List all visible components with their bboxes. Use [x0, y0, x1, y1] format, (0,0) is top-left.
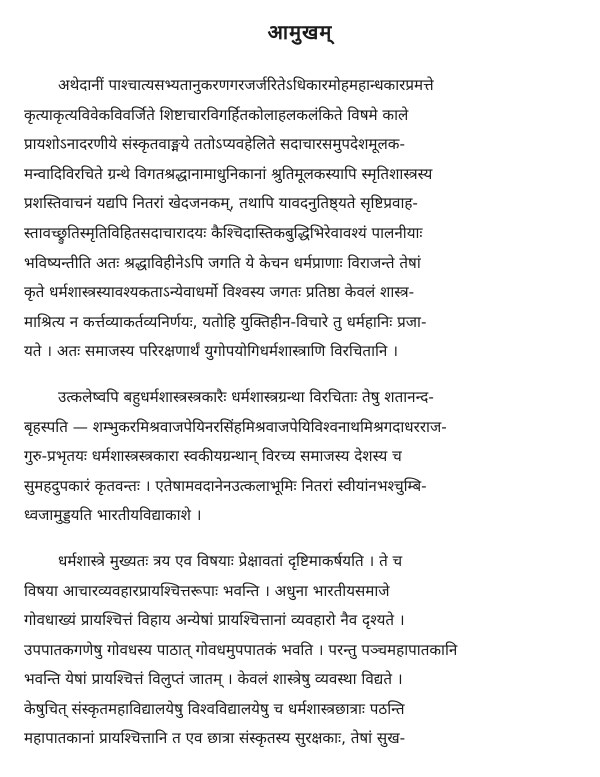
text-line: ध्वजामुड्डयति भारतीयविद्याकाशे । — [24, 506, 202, 525]
text-line: अथेदानीं पाश्चात्यसभ्यतानुकरणगरजर्जरितेऽधिकारमोहमहान्धकारप्रमत्ते — [58, 76, 434, 94]
text-line: स्तावच्छ्रुतिस्मृतिविहितसदाचारादयः कैश्चिदास्तिकबुद्धिभिरेवावश्यं पालनीयाः — [24, 223, 423, 242]
paragraph-1 — [24, 71, 576, 367]
text-line: भविष्यन्तीति अतः श्रद्धाविहीनेऽपि जगति ये केचन धर्मप्राणाः विराजन्ते तेषां — [24, 253, 421, 272]
text-line: केषुचित् संस्कृतमहाविद्यालयेषु विश्वविद्यालयेषु च धर्मशास्त्रछात्राः पठन्ति — [24, 699, 405, 718]
paragraph-2 — [24, 383, 576, 531]
text-line: कृत्याकृत्यविवेकविवर्जिते शिष्टाचारविगर्हितकोलाहलकलंकिते विषमे काले — [24, 105, 409, 124]
text-line: गोवधाख्यं प्रायश्चित्तं विहाय अन्येषां प्रायश्चित्तानां व्यवहारो नैव दृश्यते । — [24, 611, 405, 630]
text-line: प्रायशोऽनादरणीये संस्कृतवाङ्मये ततोऽप्यवहेलिते सदाचारसमुपदेशमूलक- — [24, 135, 405, 154]
text-line: उत्कलेष्वपि बहुधर्मशास्त्रस्त्रकारैः धर्मशास्त्रग्रन्था विरचिताः तेषु शतानन्द- — [58, 387, 434, 406]
paragraph-3 — [24, 547, 576, 754]
text-line: कृते धर्मशास्त्रस्यावश्यकताऽन्येवाधर्मो विश्वस्य जगतः प्रतिष्ठा केवलं शास्त्र- — [24, 283, 415, 302]
text-line: गुरु-प्रभृतयः धर्मशास्त्रस्त्रकारा स्वकीयग्रन्थान् विरच्य समाजस्य देशस्य च — [24, 447, 402, 466]
text-line: धर्मशास्त्रे मुख्यतः त्रय एव विषयाः प्रेक्षावतां दृष्टिमाकर्षयति । ते च — [58, 551, 403, 570]
text-line: प्रशस्तिवाचनं यद्यपि नितरां खेदजनकम्, तथापि यावदनुतिष्ठ्यते सृष्टिप्रवाह- — [24, 194, 418, 213]
text-line: बृहस्पति — शम्भुकरमिश्रवाजपेयिनरसिंहमिश्रवाजपेयिविश्वनाथमिश्रगदाधरराज- — [24, 417, 447, 436]
text-line: महापातकानां प्रायश्चित्तानि त एव छात्रा संस्कृतस्य सुरक्षकाः, तेषां सुख- — [24, 729, 406, 748]
text-line: विषया आचारव्यवहारप्रायश्चित्तरूपाः भवन्ति । अधुना भारतीयसमाजे — [24, 581, 390, 600]
text-line: सुमहदुपकारं कृतवन्तः । एतेषामवदानेनउत्कलाभूमिः नितरां स्वीयांनभश्चुम्बि- — [24, 476, 427, 495]
text-line: यते । अतः समाजस्य परिरक्षणार्थं युगोपयोगिधर्मशास्त्राणि विरचितानि । — [24, 342, 398, 361]
text-line: उपपातकगणेषु गोवधस्य पाठात् गोवधमुपपातकं भवति । परन्तु पञ्चमहापातकानि — [24, 640, 458, 659]
text-line: माश्रित्य न कर्त्तव्याकर्तव्यनिर्णयः, यतोहि युक्तिहीन-विचारे तु धर्महानिः प्रजा- — [24, 312, 427, 331]
page-title: आमुखम् — [267, 20, 333, 44]
text-line: भवन्ति येषां प्रायश्चित्तं विलुप्तं जातम् । केवलं शास्त्रेषु व्यवस्था विद्यते । — [24, 670, 403, 689]
text-line: मन्वादिविरचिते ग्रन्थे विगतश्रद्धानामाधुनिकानां श्रुतिमूलकस्यापि स्मृतिशास्त्रस्य — [24, 164, 433, 183]
